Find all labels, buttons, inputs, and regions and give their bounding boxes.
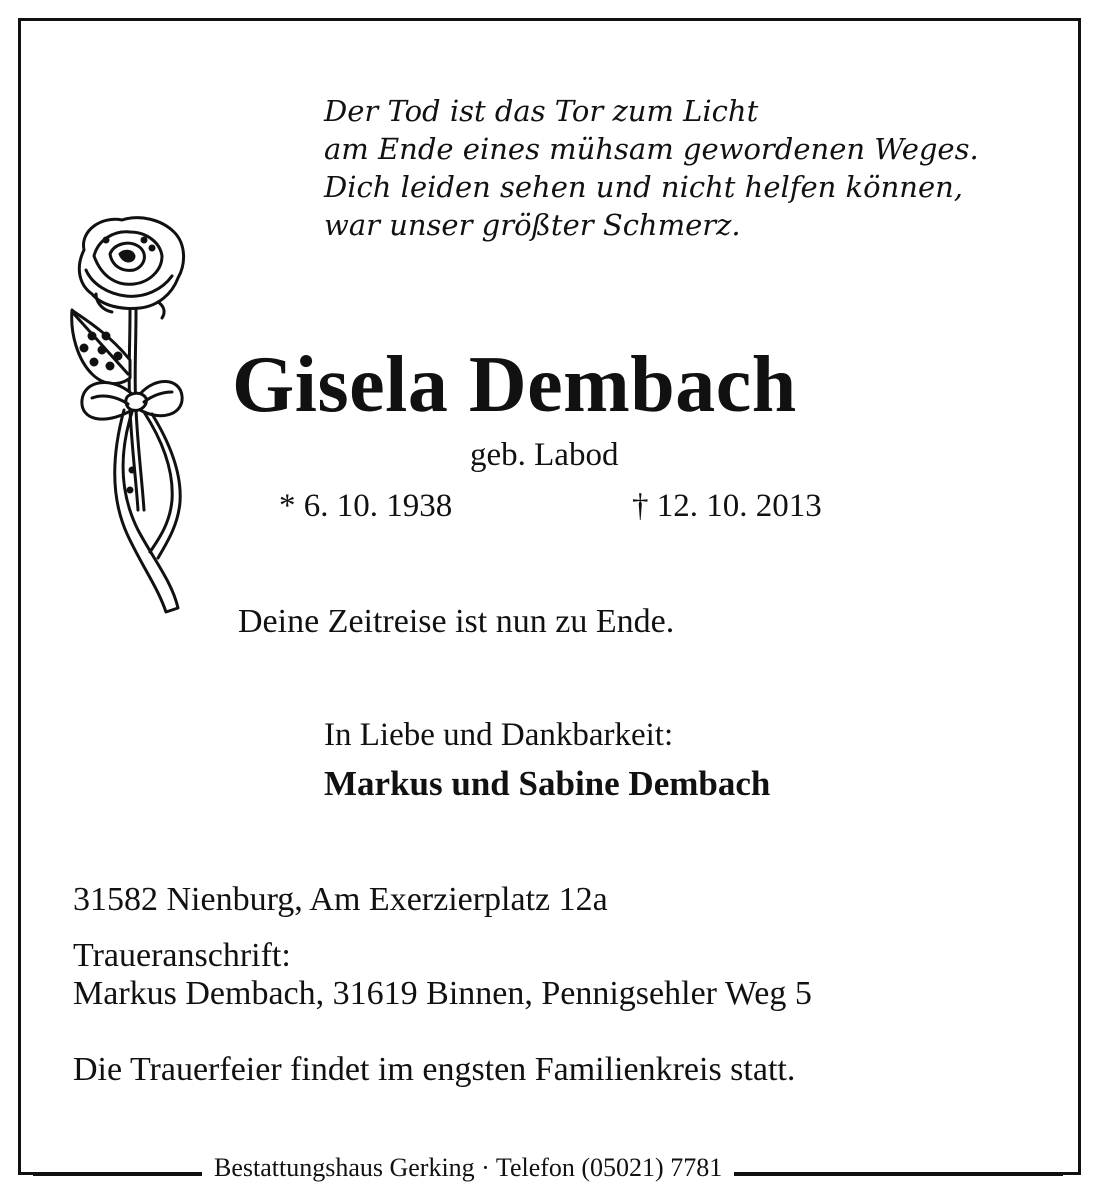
deceased-name: Gisela Dembach <box>232 341 797 429</box>
family-address: 31582 Nienburg, Am Exerzierplatz 12a <box>73 881 608 918</box>
birth-date: * 6. 10. 1938 <box>279 488 453 524</box>
rose-icon <box>62 210 198 620</box>
mourning-address-label: Traueranschrift: <box>73 937 291 974</box>
poem-line: war unser größter Schmerz. <box>324 208 741 242</box>
poem-line: am Ende eines mühsam gewordenen Weges. <box>324 132 979 166</box>
poem-line: Der Tod ist das Tor zum Licht <box>324 94 759 128</box>
maiden-name: geb. Labod <box>470 437 619 473</box>
death-date: † 12. 10. 2013 <box>632 488 822 524</box>
mourning-address: Markus Dembach, 31619 Binnen, Pennigsehler Weg 5 <box>73 975 812 1012</box>
poem-line: Dich leiden sehen und nicht helfen können, <box>324 170 964 204</box>
mourners-intro: In Liebe und Dankbarkeit: <box>324 717 674 753</box>
motto: Deine Zeitreise ist nun zu Ende. <box>238 603 675 640</box>
poem <box>324 92 979 244</box>
mourners-names: Markus und Sabine Dembach <box>324 764 771 803</box>
funeral-home-footer: Bestattungshaus Gerking · Telefon (05021) 7781 <box>202 1152 734 1184</box>
ceremony-note: Die Trauerfeier findet im engsten Familienkreis statt. <box>73 1051 796 1088</box>
